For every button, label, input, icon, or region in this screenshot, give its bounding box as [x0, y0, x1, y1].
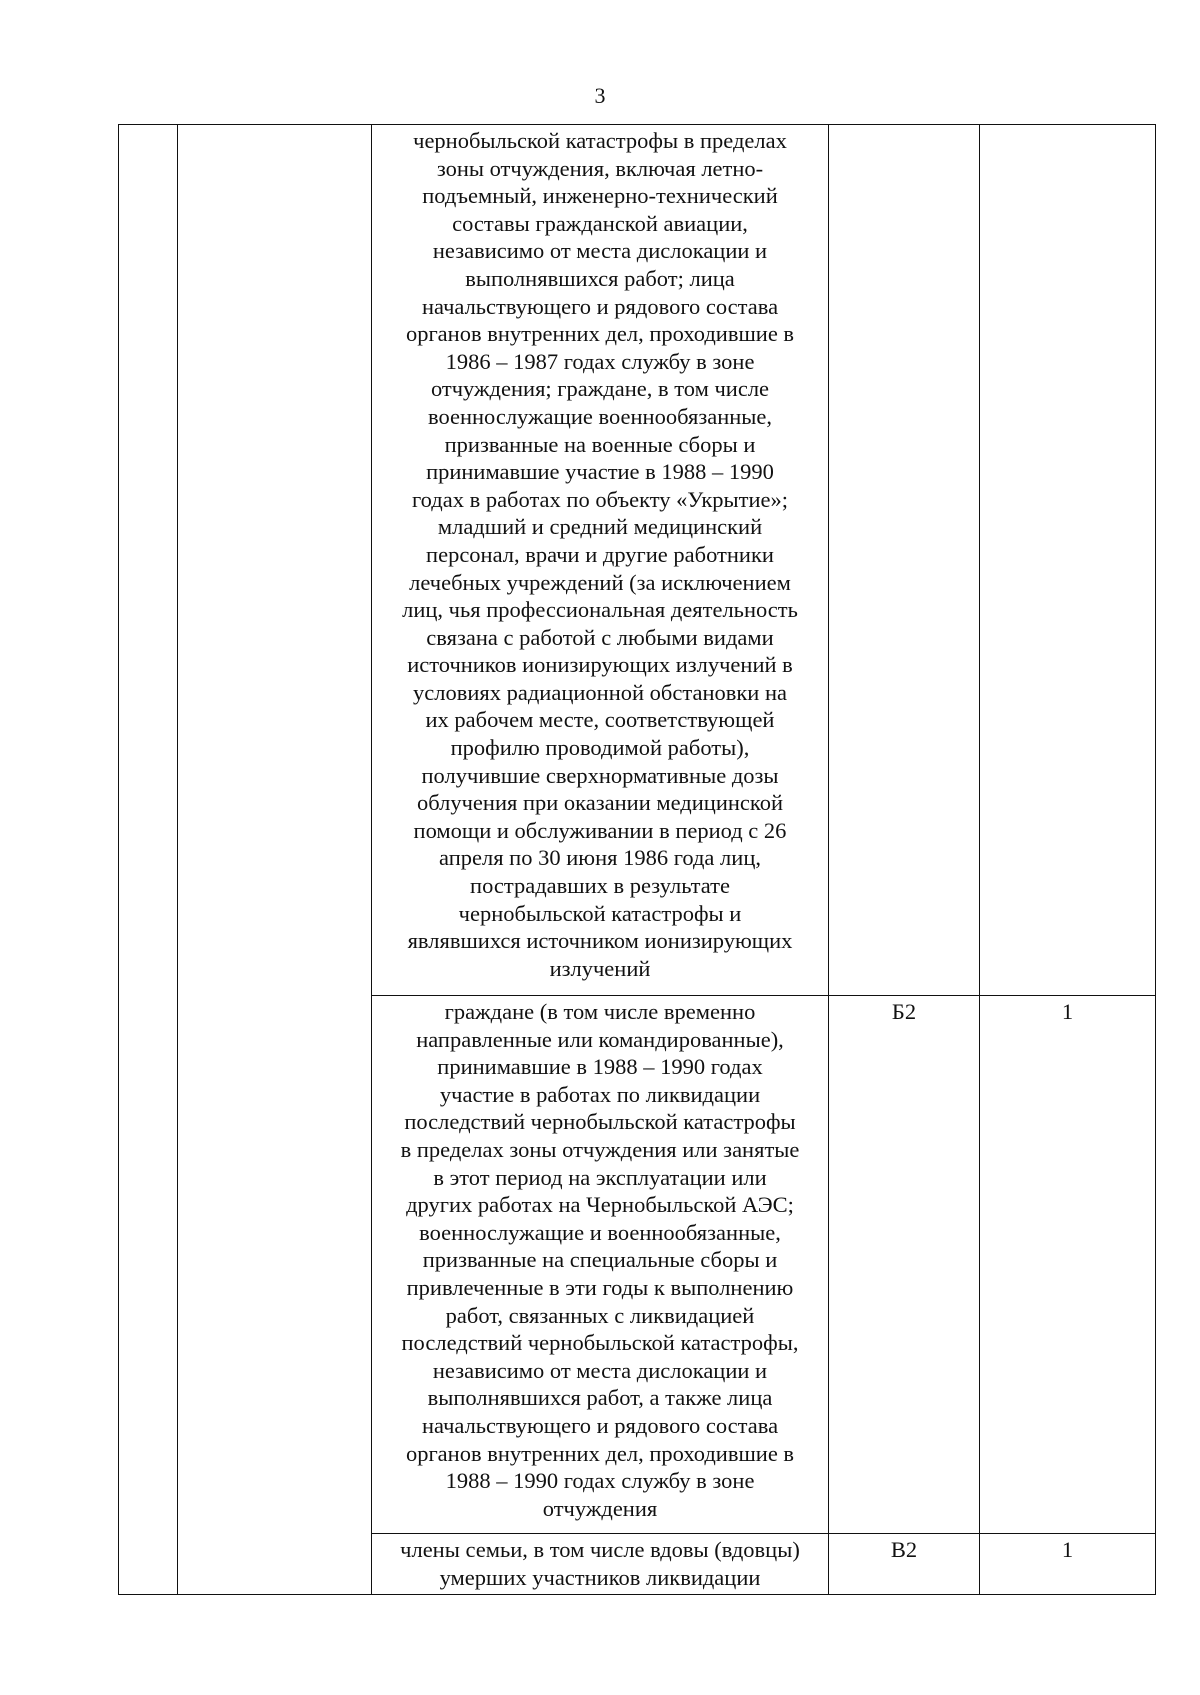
description-line: в этот период на эксплуатации или [433, 1164, 767, 1190]
description-line: независимо от места дислокации и [432, 1357, 768, 1383]
description-line: начальствующего и рядового состава [421, 1412, 779, 1438]
description-line: получившие сверхнормативные дозы [421, 762, 779, 788]
description-line: направленные или командированные), [416, 1026, 784, 1052]
description-line: излучений [549, 955, 651, 981]
value-cell: 1 [980, 1534, 1156, 1595]
description-line: начальствующего и рядового состава [421, 293, 779, 319]
description-line: пострадавших в результате [470, 873, 730, 899]
description-line: условиях радиационной обстановки на [413, 679, 787, 705]
code-cell [829, 125, 980, 996]
description-line: 1988 – 1990 годах службу в зоне [445, 1468, 755, 1494]
description-line: участие в работах по ликвидации [439, 1081, 761, 1107]
description-line: 1986 – 1987 годах службу в зоне [445, 348, 755, 374]
description-line: выполнявшихся работ; лица [465, 265, 735, 291]
description-line: умерших участников ликвидации [439, 1564, 761, 1590]
description-line: отчуждения [542, 1495, 658, 1521]
document-table [118, 124, 1156, 1595]
description-line: призванные на военные сборы и [444, 431, 756, 457]
description-line: органов внутренних дел, проходившие в [405, 321, 795, 347]
description-cell [372, 125, 829, 996]
description-line: младший и средний медицинский [437, 514, 763, 540]
description-line: других работах на Чернобыльской АЭС; [406, 1192, 794, 1218]
description-line: принимавшие в 1988 – 1990 годах [437, 1054, 763, 1080]
description-line: граждане (в том числе временно [444, 999, 756, 1024]
description-line: выполнявшихся работ, а также лица [427, 1385, 773, 1411]
description-line: зоны отчуждения, включая летно- [436, 155, 764, 181]
description-line: лечебных учреждений (за исключением [409, 569, 791, 595]
description-line: военнослужащие и военнообязанные, [419, 1219, 781, 1245]
description-line: привлеченные в эти годы к выполнению [406, 1274, 794, 1300]
description-line: лиц, чья профессиональная деятельность [402, 597, 798, 623]
table-row [119, 125, 1156, 996]
description-line: члены семьи, в том числе вдовы (вдовцы) [400, 1537, 800, 1562]
description-line: чернобыльской катастрофы в пределах [413, 128, 787, 153]
description-line: облучения при оказании медицинской [417, 790, 783, 816]
page-number: 3 [594, 83, 606, 108]
description-line: отчуждения; граждане, в том числе [430, 376, 770, 402]
description-line: последствий чернобыльской катастрофы, [401, 1330, 799, 1356]
description-line: в пределах зоны отчуждения или занятые [400, 1136, 800, 1162]
description-line: их рабочем месте, соответствующей [425, 707, 775, 733]
value-cell [980, 125, 1156, 996]
description-line: связана с работой с любыми видами [426, 624, 774, 650]
description-line: подъемный, инженерно-технический [422, 183, 778, 209]
description-line: апреля по 30 июня 1986 года лиц, [439, 845, 761, 871]
description-line: органов внутренних дел, проходившие в [405, 1440, 795, 1466]
description-cell [372, 996, 829, 1534]
description-line: призванные на специальные сборы и [422, 1247, 778, 1273]
description-line: являвшихся источником ионизирующих [407, 928, 793, 954]
code-cell: В2 [829, 1534, 980, 1595]
description-cell [372, 1534, 829, 1595]
number-column-cell [119, 125, 178, 1595]
description-line: профилю проводимой работы), [450, 735, 750, 761]
description-line: военнослужащие военнообязанные, [427, 403, 773, 429]
description-line: последствий чернобыльской катастрофы [404, 1109, 796, 1135]
description-line: работ, связанных с ликвидацией [445, 1302, 755, 1328]
description-line: помощи и обслуживании в период с 26 [413, 817, 787, 843]
code-cell: Б2 [829, 996, 980, 1534]
description-line: принимавшие участие в 1988 – 1990 [426, 459, 774, 485]
description-line: независимо от места дислокации и [432, 238, 768, 264]
description-line: чернобыльской катастрофы и [458, 900, 742, 926]
value-cell: 1 [980, 996, 1156, 1534]
description-line: источников ионизирующих излучений в [407, 652, 793, 678]
description-line: персонал, врачи и другие работники [426, 541, 774, 567]
category-column-cell [178, 125, 372, 1595]
description-line: составы гражданской авиации, [452, 210, 748, 236]
description-line: годах в работах по объекту «Укрытие»; [411, 486, 789, 512]
